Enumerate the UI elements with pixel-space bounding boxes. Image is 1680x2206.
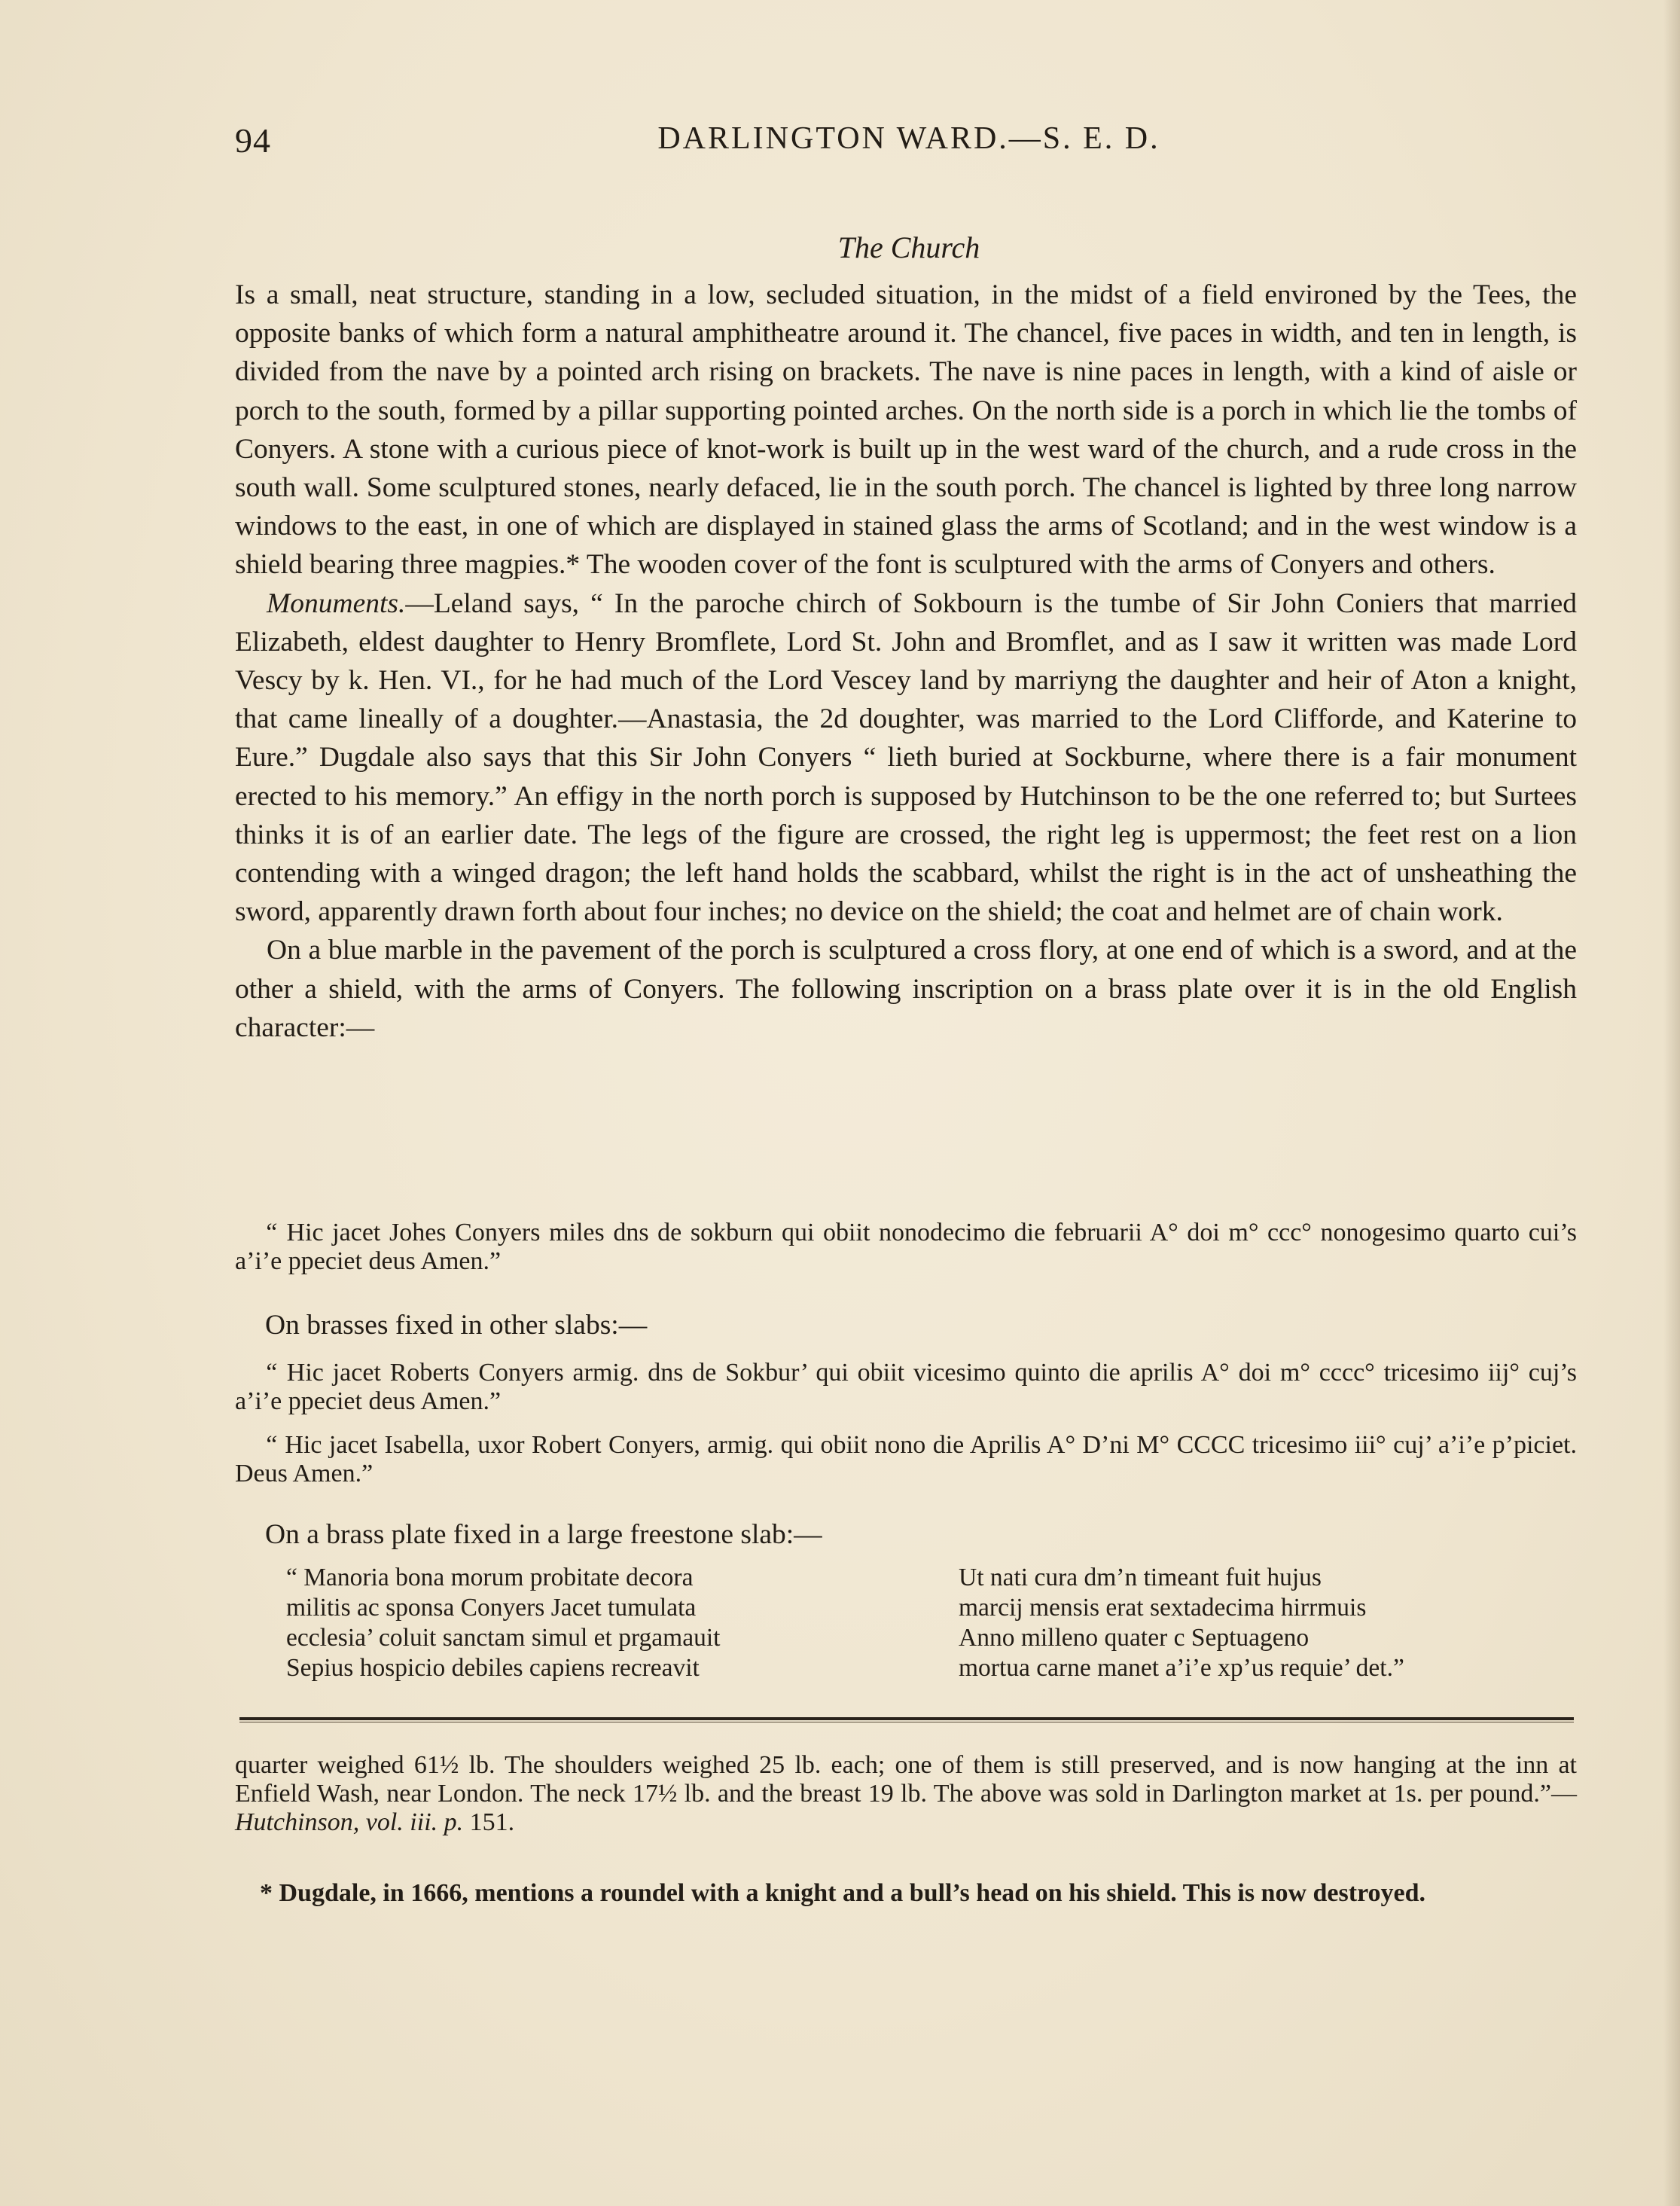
footnote-citation-page: 151. (463, 1808, 515, 1836)
inscription-roberts-text: Hic jacet Roberts Conyers armig. dns de Sokbur’ qui obiit vicesimo quinto die aprilis A° doi m° cccc° tricesimo iij° cuj’s a’i’e ppeciet deus Amen.” (235, 1359, 1577, 1415)
verse-line: militis ac sponsa Conyers Jacet tumulata (286, 1594, 697, 1622)
quote-mark: “ (264, 1219, 278, 1246)
heading-other-slabs: On brasses fixed in other slabs:— (265, 1310, 648, 1341)
footnote-rule (239, 1717, 1574, 1720)
inscription-roberts (235, 1359, 1577, 1416)
paragraph-church: Is a small, neat structure, standing in a low, secluded situation, in the midst of a field environed by the Tees, the opposite banks of which form a natural amphitheatre around it. The chancel, five paces in width, and ten in length, is divided from the nave by a pointed arch rising on brackets. The nave is nine paces in length, with a kind of aisle or porch to the south, formed by a pillar supporting pointed arches. On the north side is a porch in which lie the tombs of Conyers. A stone with a curious piece of knot-work is built up in the west ward of the church, and a rude cross in the south wall. Some sculptured stones, nearly defaced, lie in the south porch. The chancel is lighted by three long narrow windows to the east, in one of which are displayed in stained glass the arms of Scotland; and in the west window is a shield bearing three magpies.* The wooden cover of the font is sculptured with the arms of Conyers and others. (235, 279, 1577, 581)
monuments-lead: Monuments. (267, 587, 406, 619)
verse-line: “ Manoria bona morum probitate decora (286, 1564, 694, 1591)
quote-mark: “ (264, 1359, 278, 1387)
page-edge-shadow (1663, 0, 1680, 2206)
quote-mark: “ (264, 1431, 278, 1459)
inscription-isabella-text: Hic jacet Isabella, uxor Robert Conyers, armig. qui obiit nono die Aprilis A° D’ni M° CCCC tricesimo iii° cuj’ a’i’e p’piciet. Deus Amen.” (235, 1431, 1577, 1487)
footnote-continued-text: quarter weighed 61½ lb. The shoulders weighed 25 lb. each; one of them is still preserved, and is now hanging at the inn at Enfield Wash, near London. The neck 17½ lb. and the breast 19 lb. The above was sold in Darlington market at 1s. per pound.”— (235, 1751, 1577, 1808)
running-header (235, 121, 1583, 166)
verse-left-column (286, 1563, 720, 1683)
running-title: DARLINGTON WARD.—S. E. D. (657, 121, 1160, 156)
verse-line: Ut nati cura dm’n timeant fuit hujus (959, 1564, 1322, 1591)
verse-line: mortua carne manet a’i’e xp’us requie’ det.” (959, 1654, 1404, 1682)
paragraph-blue-marble: On a blue marble in the pavement of the porch is sculptured a cross flory, at one end of which is a sword, and at the other a shield, with the arms of Conyers. The following inscription on a brass plate over it is in the old English character:— (235, 935, 1577, 1043)
inscription-isabella (235, 1431, 1577, 1488)
verse-line: Anno milleno quater c Septuageno (959, 1624, 1310, 1652)
footnote-continued (235, 1751, 1577, 1837)
footnote-citation: Hutchinson, vol. iii. p. (235, 1808, 464, 1836)
footnote-star: * Dugdale, in 1666, mentions a roundel with a knight and a bull’s head on his shield. This is now destroyed. (260, 1879, 1426, 1907)
verse-right-column (959, 1563, 1404, 1683)
verse-line: marcij mensis erat sextadecima hirrmuis (959, 1594, 1367, 1622)
inscription-johes (235, 1219, 1577, 1276)
page-number: 94 (235, 121, 271, 160)
verse-line: ecclesia’ coluit sanctam simul et prgamauit (286, 1624, 721, 1652)
heading-freestone-slab: On a brass plate fixed in a large freestone slab:— (265, 1519, 822, 1550)
paragraph-monuments (235, 584, 1577, 932)
verse-line: Sepius hospicio debiles capiens recreavit (286, 1654, 700, 1682)
inscription-johes-text: Hic jacet Johes Conyers miles dns de sokburn qui obiit nonodecimo die februarii A° doi m° ccc° nonogesimo quarto cui’s a’i’e ppeciet deus Amen.” (235, 1219, 1577, 1275)
body-text (235, 276, 1577, 1047)
section-title: The Church (837, 230, 980, 264)
monuments-text: —Leland says, “ In the paroche chirch of Sokbourn is the tumbe of Sir John Coniers that married Elizabeth, eldest daughter to Henry Bromflete, Lord St. John and Bromflet, and as I saw it written was made Lord Vescy by k. Hen. VI., for he had much of the Lord Vescey land by marriyng the daughter and heir of Aton a knight, that came lineally of a doughter.—Anastasia, the 2d doughter, was married to the Lord Clifforde, and Katerine to Eure.” Dugdale also says that this Sir John Conyers “ lieth buried at Sockburne, where there is a fair monument erected to his memory.” An effigy in the north porch is supposed by Hutchinson to be the one referred to; but Surtees thinks it is of an earlier date. The legs of the figure are crossed, the right leg is uppermost; the feet rest on a lion contending with a winged dragon; the left hand holds the scabbard, whilst the right is in the act of unsheathing the sword, apparently drawn forth about four inches; no device on the shield; the coat and helmet are of chain work. (235, 587, 1577, 928)
